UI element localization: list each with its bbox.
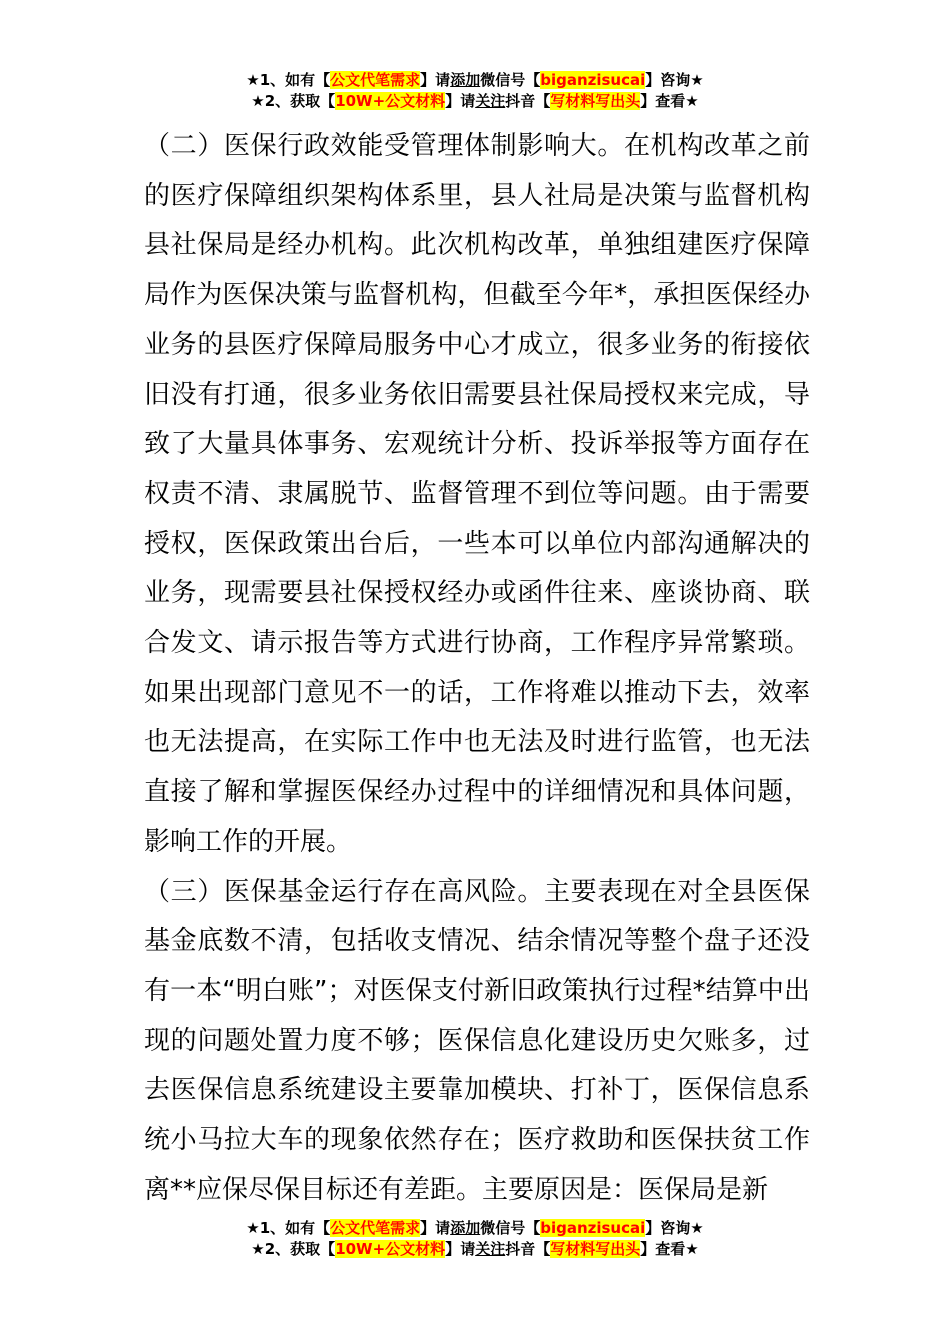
banner-text: 】咨询★ — [645, 1219, 704, 1237]
star-icon: ★ — [251, 1240, 265, 1258]
banner-text: 2、获取【 — [264, 1240, 336, 1258]
banner-text: 微信号【 — [480, 71, 541, 89]
banner-text: 】请 — [420, 71, 451, 89]
paragraph-2: （二）医保行政效能受管理体制影响大。在机构改革之前的医疗保障组织架构体系里，县人社局是决策与监督机构县社保局是经办机构。此次机构改革，单独组建医疗保障局作为医保决策与监督机构，但截至今年*，承担医保经办业务的县医疗保障局服务中心才成立，很多业务的衔接依旧没有打通，很多业务依旧需要县社保局授权来完成，导致了大量具体事务、宏观统计分析、投诉举报等方面存在权责不清、隶属脱节、监督管理不到位等问题。由于需要授权，医保政策出台后，一些本可以单位内部沟通解决的业务，现需要县社保授权经办或函件往来、座谈协商、联合发文、请示报告等方式进行协商，工作程序异常繁琐。如果出现部门意见不一的话，工作将难以推动下去，效率也无法提高，在实际工作中也无法及时进行监管，也无法直接了解和掌握医保经办过程中的详细情况和具体问题，影响工作的开展。 — [144, 131, 810, 857]
banner-text: 】请 — [445, 1240, 476, 1258]
star-icon: ★ — [251, 92, 265, 110]
banner-line-1 — [0, 1218, 950, 1239]
document-body — [144, 122, 810, 1215]
star-icon: ★ — [246, 71, 260, 89]
underlined-text: 关注 — [475, 92, 506, 110]
banner-text: 抖音【 — [505, 92, 551, 110]
highlight-service: 公文代笔需求 — [330, 71, 421, 89]
highlight-douyin-account: 写材料写出头 — [550, 92, 641, 110]
banner-text: 2、获取【 — [264, 92, 336, 110]
highlight-wechat-id: biganzisucai — [540, 71, 646, 89]
banner-text: 微信号【 — [480, 1219, 541, 1237]
underlined-text: 关注 — [475, 1240, 506, 1258]
banner-line-1 — [0, 70, 950, 91]
highlight-douyin-account: 写材料写出头 — [550, 1240, 641, 1258]
banner-line-2 — [0, 91, 950, 112]
banner-text: 】请 — [420, 1219, 451, 1237]
banner-line-2 — [0, 1239, 950, 1260]
underlined-text: 添加 — [450, 1219, 481, 1237]
highlight-service: 公文代笔需求 — [330, 1219, 421, 1237]
highlight-materials: 10W+公文材料 — [335, 1240, 446, 1258]
banner-text: 1、如有【 — [259, 1219, 331, 1237]
highlight-materials: 10W+公文材料 — [335, 92, 446, 110]
banner-text: 】查看★ — [640, 92, 699, 110]
footer-banner — [0, 1218, 950, 1260]
banner-text: 1、如有【 — [259, 71, 331, 89]
highlight-wechat-id: biganzisucai — [540, 1219, 646, 1237]
header-banner — [0, 70, 950, 112]
banner-text: 抖音【 — [505, 1240, 551, 1258]
banner-text: 】请 — [445, 92, 476, 110]
banner-text: 】查看★ — [640, 1240, 699, 1258]
star-icon: ★ — [246, 1219, 260, 1237]
banner-text: 】咨询★ — [645, 71, 704, 89]
underlined-text: 添加 — [450, 71, 481, 89]
paragraph-3: （三）医保基金运行存在高风险。主要表现在对全县医保基金底数不清，包括收支情况、结余情况等整个盘子还没有一本“明白账”；对医保支付新旧政策执行过程*结算中出现的问题处置力度不够；医保信息化建设历史欠账多，过去医保信息系统建设主要靠加模块、打补丁，医保信息系统小马拉大车的现象依然存在；医疗救助和医保扶贫工作离**应保尽保目标还有差距。主要原因是：医保局是新 — [144, 876, 810, 1205]
